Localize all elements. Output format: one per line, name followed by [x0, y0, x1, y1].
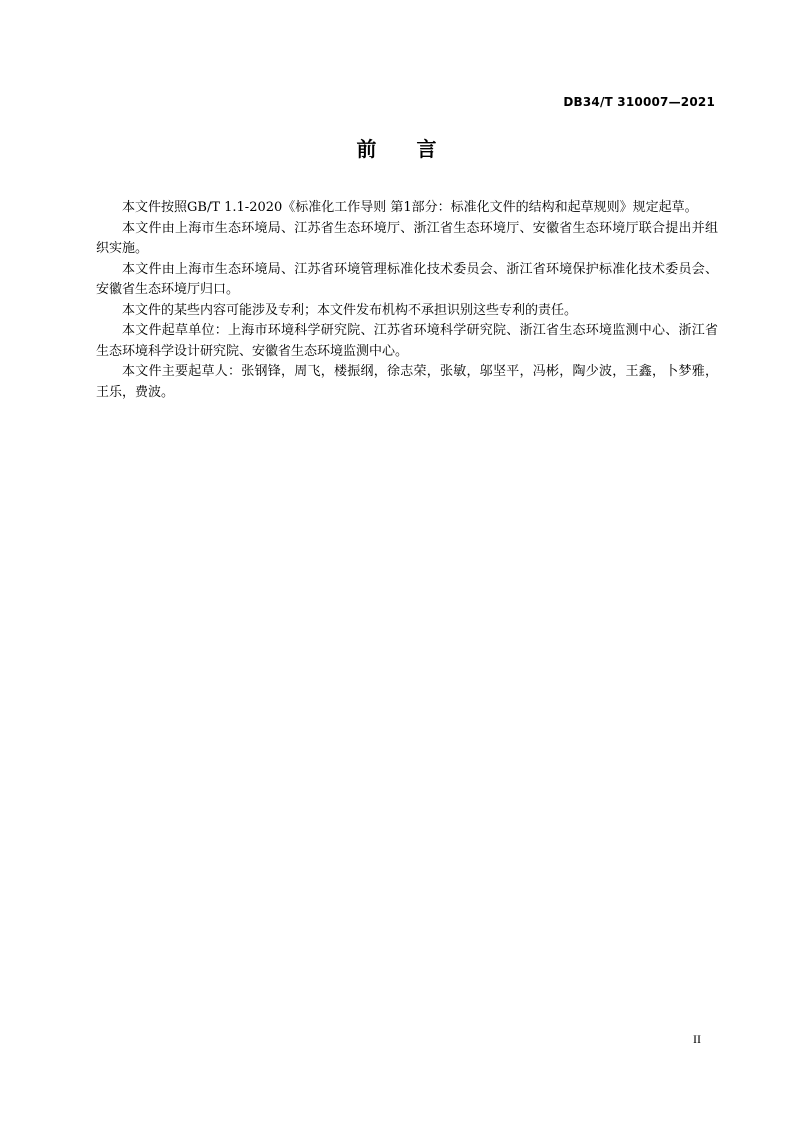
paragraph-patent-notice: 本文件的某些内容可能涉及专利；本文件发布机构不承担识别这些专利的责任。 — [122, 302, 578, 318]
page-title: 前 言 — [356, 137, 437, 161]
paragraph-administrators: 本文件由上海市生态环境局、江苏省环境管理标准化技术委员会、浙江省环境保护标准化技术委员会、安徽省生态环境厅归口。 — [96, 261, 718, 297]
foreword-body — [96, 198, 718, 403]
paragraph-drafting-rules: 本文件按照GB/T 1.1-2020《标准化工作导则 第1部分：标准化文件的结构和起草规则》规定起草。 — [122, 200, 698, 215]
paragraph-drafters: 本文件主要起草人：张钢锋，周飞，楼振纲，徐志荣，张敏，邬坚平，冯彬，陶少波，王鑫，卜梦雅，王乐，费波。 — [96, 364, 718, 400]
paragraph-drafting-units: 本文件起草单位：上海市环境科学研究院、江苏省环境科学研究院、浙江省生态环境监测中心、浙江省生态环境科学设计研究院、安徽省生态环境监测中心。 — [96, 323, 718, 359]
page-number: II — [693, 1032, 701, 1046]
document-code: DB34/T 310007—2021 — [563, 95, 715, 109]
paragraph-proposers: 本文件由上海市生态环境局、江苏省生态环境厅、浙江省生态环境厅、安徽省生态环境厅联合提出并组织实施。 — [96, 220, 718, 256]
